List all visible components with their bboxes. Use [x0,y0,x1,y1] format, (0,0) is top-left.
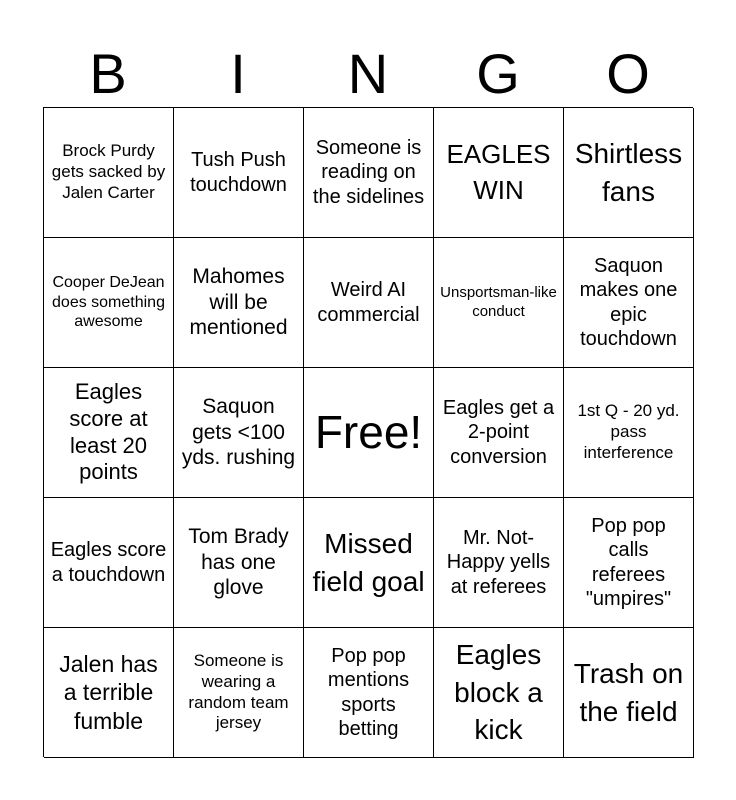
bingo-cell[interactable]: Shirtless fans [564,108,694,238]
bingo-cell[interactable]: Jalen has a terrible fumble [44,628,174,758]
bingo-cell[interactable]: Pop pop mentions sports betting [304,628,434,758]
bingo-cell[interactable]: EAGLES WIN [434,108,564,238]
bingo-cell[interactable]: Tom Brady has one glove [174,498,304,628]
bingo-cell[interactable]: Saquon gets <100 yds. rushing [174,368,304,498]
bingo-cell[interactable]: Mr. Not-Happy yells at referees [434,498,564,628]
bingo-cell[interactable]: Cooper DeJean does something awesome [44,238,174,368]
bingo-cell[interactable]: Someone is reading on the sidelines [304,108,434,238]
header-letter-g: G [476,42,520,105]
bingo-cell[interactable]: Pop pop calls referees "umpires" [564,498,694,628]
bingo-cell[interactable]: Weird AI commercial [304,238,434,368]
bingo-cell[interactable]: Saquon makes one epic touchdown [564,238,694,368]
bingo-cell[interactable]: 1st Q - 20 yd. pass interference [564,368,694,498]
header-letter-n: N [347,42,389,105]
header-letter-o: O [606,42,650,105]
header-letter-i: I [230,42,246,105]
bingo-cell[interactable]: Missed field goal [304,498,434,628]
bingo-cell[interactable]: Mahomes will be mentioned [174,238,304,368]
bingo-cell[interactable]: Eagles score a touchdown [44,498,174,628]
header-letter-b: B [89,42,127,105]
bingo-header [43,40,693,108]
bingo-cell[interactable]: Trash on the field [564,628,694,758]
bingo-cell[interactable]: Unsportsman-like conduct [434,238,564,368]
bingo-cell[interactable]: Eagles get a 2-point conversion [434,368,564,498]
bingo-cell[interactable]: Eagles block a kick [434,628,564,758]
free-space[interactable]: Free! [304,368,434,498]
bingo-cell[interactable]: Tush Push touchdown [174,108,304,238]
bingo-cell[interactable]: Brock Purdy gets sacked by Jalen Carter [44,108,174,238]
bingo-cell[interactable]: Someone is wearing a random team jersey [174,628,304,758]
bingo-board [43,107,693,757]
bingo-cell[interactable]: Eagles score at least 20 points [44,368,174,498]
